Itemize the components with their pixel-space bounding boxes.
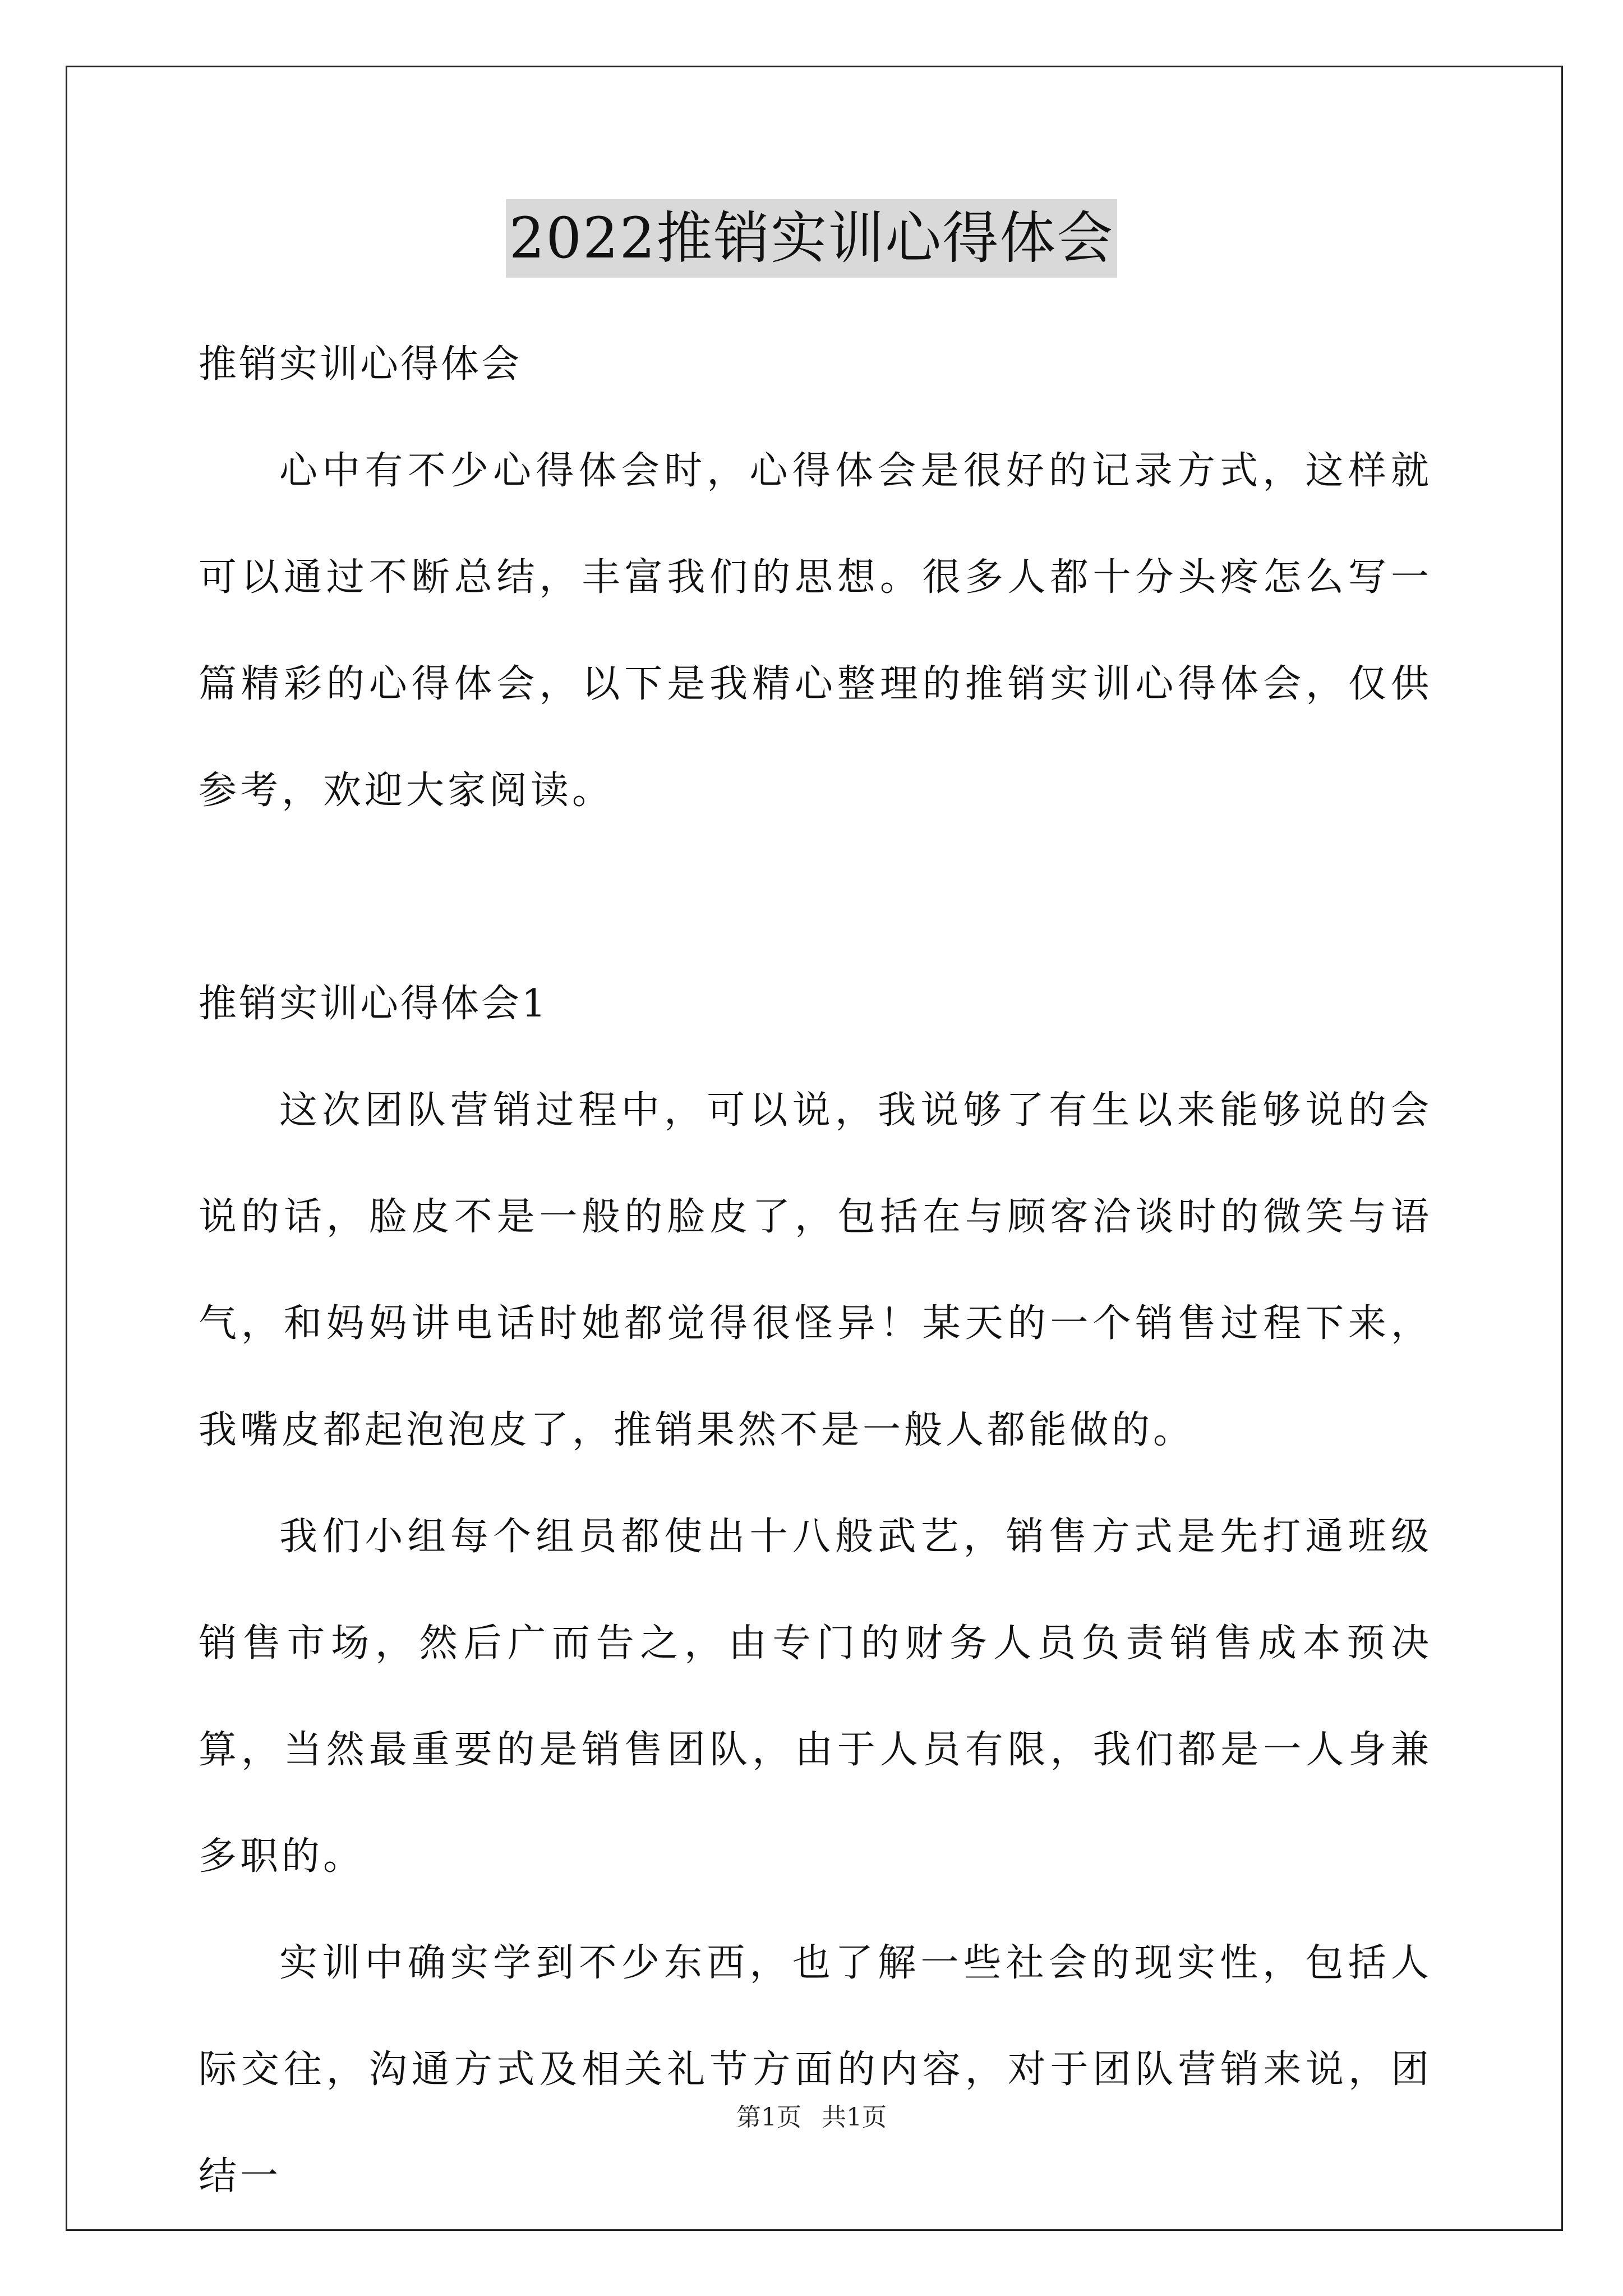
title-container: [0, 199, 1623, 278]
page-number-current: 第1页: [736, 2103, 801, 2132]
document-title: 2022推销实训心得体会: [506, 199, 1118, 278]
intro-paragraph: 心中有不少心得体会时，心得体会是很好的记录方式，这样就可以通过不断总结，丰富我们的思想。很多人都十分头疼怎么写一篇精彩的心得体会，以下是我精心整理的推销实训心得体会，仅供参考，欢迎大家阅读。: [199, 449, 1432, 813]
section-spacer: [199, 844, 1432, 951]
document-subtitle: 推销实训心得体会: [199, 342, 522, 386]
section-heading: 推销实训心得体会1: [199, 982, 548, 1026]
body-paragraph-1: 这次团队营销过程中，可以说，我说够了有生以来能够说的会说的话，脸皮不是一般的脸皮了，包括在与顾客洽谈时的微笑与语气，和妈妈讲电话时她都觉得很怪异！某天的一个销售过程下来，我嘴皮都起泡泡皮了，推销果然不是一般人都能做的。: [199, 1088, 1432, 1452]
body-paragraph-3: 实训中确实学到不少东西，也了解一些社会的现实性，包括人际交往，沟通方式及相关礼节方面的内容，对于团队营销来说，团结一: [199, 1941, 1432, 2198]
document-body: [199, 311, 1432, 2230]
page-footer: [0, 2101, 1623, 2134]
body-paragraph-2: 我们小组每个组员都使出十八般武艺，销售方式是先打通班级销售市场，然后广而告之，由专门的财务人员负责销售成本预决算，当然最重要的是销售团队，由于人员有限，我们都是一人身兼多职的。: [199, 1515, 1432, 1879]
page-number-total: 共1页: [822, 2103, 887, 2132]
